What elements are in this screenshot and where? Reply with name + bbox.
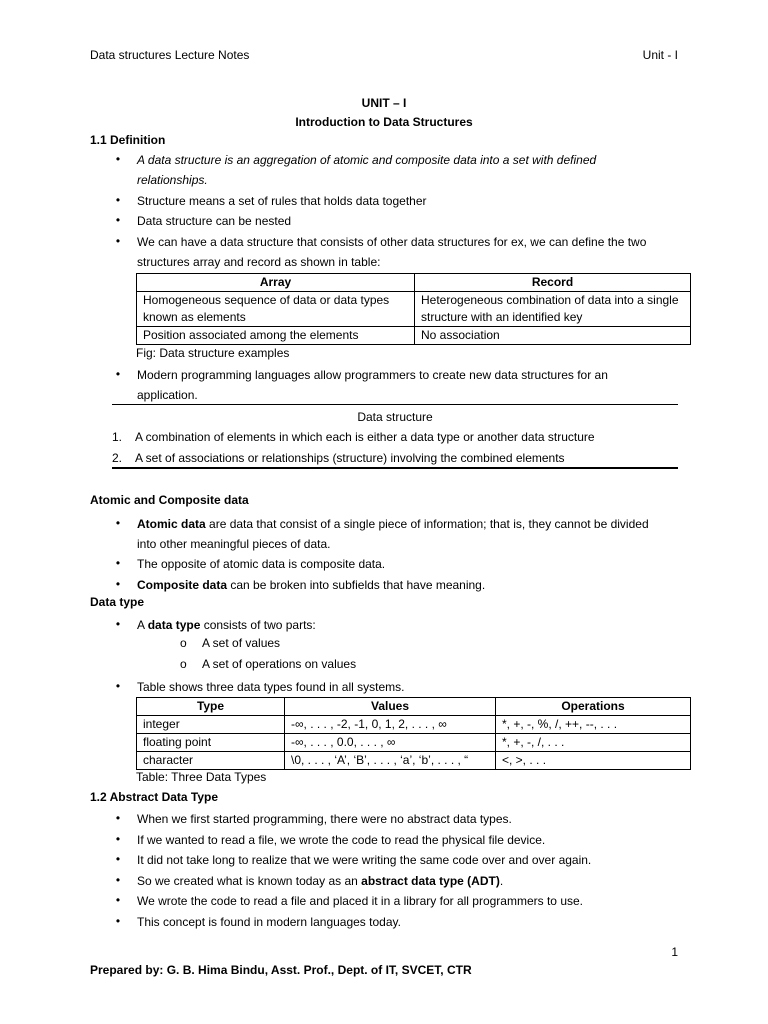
section-heading-definition: 1.1 Definition	[90, 133, 166, 147]
running-header-left: Data structures Lecture Notes	[90, 48, 250, 62]
definition-bullet-3: Data structure can be nested	[137, 214, 292, 228]
bullet	[108, 152, 128, 166]
adt-bullet-6: This concept is found in modern languages today.	[137, 915, 401, 929]
table-header: Type	[137, 698, 285, 716]
table-cell: *, +, -, %, /, ++, --, . . .	[496, 716, 691, 734]
sub-bullet-marker: o	[180, 636, 187, 650]
adt-bullet-5: We wrote the code to read a file and placed it in a library for all programmers to use.	[137, 894, 583, 908]
adt-bullet-3: It did not take long to realize that we were writing the same code over and over again.	[137, 853, 592, 867]
box-top-rule	[112, 404, 678, 405]
table-cell: floating point	[137, 734, 285, 752]
data-type-bullet-2: Table shows three data types found in all systems.	[137, 680, 405, 694]
table-cell: character	[137, 752, 285, 770]
figure-caption: Fig: Data structure examples	[136, 346, 290, 360]
atomic-bullet-2: The opposite of atomic data is composite data.	[137, 557, 386, 571]
bullet	[108, 617, 128, 631]
page-number: 1	[671, 945, 678, 959]
bullet	[108, 556, 128, 570]
table-cell: integer	[137, 716, 285, 734]
table-row	[137, 327, 691, 345]
table-header: Record	[415, 274, 691, 292]
definition-bullet-2: Structure means a set of rules that holds data together	[137, 194, 427, 208]
bullet	[108, 367, 128, 381]
definition-bullet-4: We can have a data structure that consists of other data structures for ex, we can define the two structures array and record as shown in table:	[137, 235, 647, 269]
section-heading-adt: 1.2 Abstract Data Type	[90, 790, 219, 804]
table-cell: Heterogeneous combination of data into a single structure with an identified key	[415, 292, 691, 327]
table-cell: Homogeneous sequence of data or data types known as elements	[137, 292, 415, 327]
data-structure-item-1: A combination of elements in which each is either a data type or another data structure	[135, 430, 595, 444]
table-header: Operations	[496, 698, 691, 716]
section-heading-data-type: Data type	[90, 595, 145, 609]
box-bottom-rule	[112, 467, 678, 469]
bullet	[108, 832, 128, 846]
bullet	[108, 914, 128, 928]
list-number: 2.	[112, 451, 123, 465]
bullet	[108, 213, 128, 227]
bullet	[108, 852, 128, 866]
array-record-table	[136, 273, 691, 345]
bullet	[108, 811, 128, 825]
table-cell: \0, . . . , ‘A’, ‘B’, . . . , ‘a’, ‘b’, . . . , “	[285, 752, 496, 770]
table-cell: Position associated among the elements	[137, 327, 415, 345]
prepared-by-footer: Prepared by: G. B. Hima Bindu, Asst. Prof., Dept. of IT, SVCET, CTR	[90, 963, 472, 977]
data-types-table	[136, 697, 691, 770]
data-type-sub-2: A set of operations on values	[202, 657, 357, 671]
table-cell: *, +, -, /, . . .	[496, 734, 691, 752]
list-number: 1.	[112, 430, 123, 444]
bullet	[108, 893, 128, 907]
data-type-bullet-1: A data type consists of two parts:	[137, 618, 316, 632]
table-cell: No association	[415, 327, 691, 345]
sub-bullet-marker: o	[180, 657, 187, 671]
adt-bullet-4: So we created what is known today as an abstract data type (ADT).	[137, 874, 504, 888]
section-heading-atomic: Atomic and Composite data	[90, 493, 249, 507]
data-structure-box-title: Data structure	[357, 410, 433, 424]
table-cell: -∞, . . . , 0.0, . . . , ∞	[285, 734, 496, 752]
running-header-right: Unit - I	[642, 48, 678, 62]
table-cell: -∞, . . . , -2, -1, 0, 1, 2, . . . , ∞	[285, 716, 496, 734]
table-cell: <, >, . . .	[496, 752, 691, 770]
bullet	[108, 577, 128, 591]
table-row	[137, 292, 691, 327]
bullet	[108, 873, 128, 887]
definition-bullet-5: Modern programming languages allow programmers to create new data structures for an application.	[137, 368, 608, 402]
bullet	[108, 679, 128, 693]
table-row	[137, 752, 691, 770]
table-row	[137, 734, 691, 752]
bullet	[108, 516, 128, 530]
bullet	[108, 234, 128, 248]
atomic-bullet-3: Composite data can be broken into subfields that have meaning.	[137, 578, 486, 592]
table-row	[137, 716, 691, 734]
data-structure-item-2: A set of associations or relationships (structure) involving the combined elements	[135, 451, 565, 465]
data-type-sub-1: A set of values	[202, 636, 281, 650]
table-caption: Table: Three Data Types	[136, 770, 267, 784]
bullet	[108, 193, 128, 207]
table-header: Values	[285, 698, 496, 716]
adt-bullet-1: When we first started programming, there were no abstract data types.	[137, 812, 512, 826]
unit-title: UNIT – I	[361, 96, 407, 110]
atomic-bullet-1: Atomic data are data that consist of a single piece of information; that is, they cannot be divided into other meaningful pieces of data.	[137, 517, 649, 551]
table-header: Array	[137, 274, 415, 292]
definition-bullet-1: A data structure is an aggregation of atomic and composite data into a set with defined relationships.	[137, 153, 597, 187]
adt-bullet-2: If we wanted to read a file, we wrote the code to read the physical file device.	[137, 833, 546, 847]
chapter-title: Introduction to Data Structures	[295, 115, 473, 129]
